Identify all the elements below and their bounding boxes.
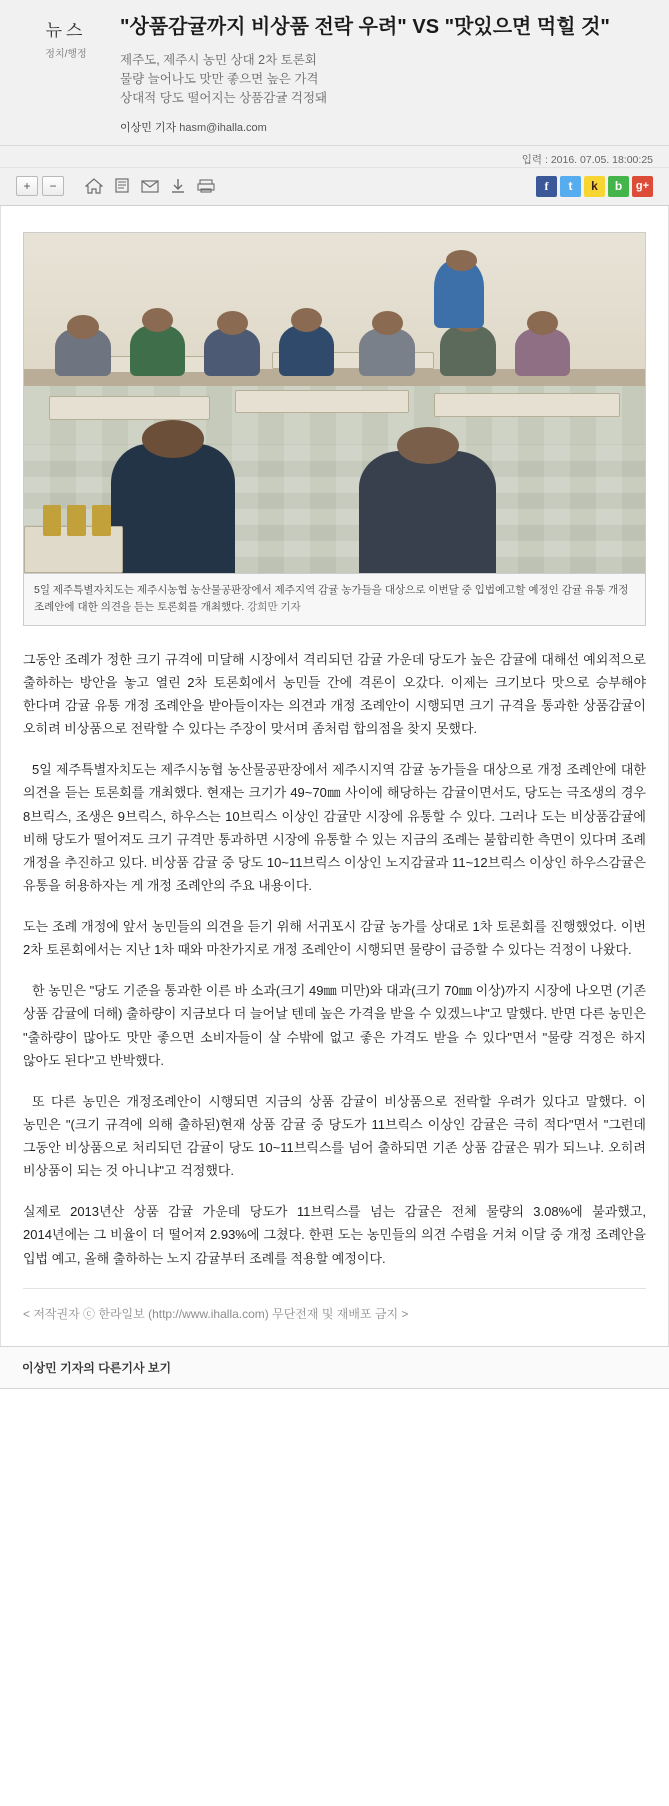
brand-category: 정치/행정 [45,49,87,60]
photo-person-head [67,315,98,339]
subhead-line: 상대적 당도 떨어지는 상품감귤 걱정돼 [120,90,328,105]
photo-foreground-head [142,420,204,457]
photo-desk [49,396,210,420]
font-increase-button[interactable]: + [16,176,38,196]
kakao-share-button[interactable]: k [584,176,605,197]
share-buttons [536,176,653,197]
twitter-share-button[interactable]: t [560,176,581,197]
caption-text: 5일 제주특별자치도는 제주시농협 농산물공판장에서 제주지역 감귤 농가들을 대상으로 이번달 중 입법예고할 예정인 감귤 유통 개정 조례안에 대한 의견을 듣는 토론회를 개최했다. [34,584,629,614]
photo-foreground-person [359,451,496,573]
page-title: "상품감귤까지 비상품 전락 우려" VS "맛있으면 먹힐 것" [120,16,610,38]
caption-credit: 강희만 기자 [247,601,301,614]
brand-title: 뉴스 [45,21,87,40]
print-icon[interactable] [110,175,134,197]
article-figure [23,232,646,626]
article-paragraph: 한 농민은 "당도 기준을 통과한 이른 바 소과(크기 49㎜ 미만)와 대과(크기 70㎜ 이상)까지 시장에 나오면 (기존 상품 감귤에 더해) 출하량이 지금보다 더 늘어날 텐데 높은 가격을 받을 수 있겠느냐"고 말했다. 반면 다른 농민은 "출하량이 많아도 맛만 좋으면 소비자들이 살 수밖에 없고 좋은 가격도 받을 수 있다"면서 "물량 걱정은 하지 않아도 된다"고 반박했다. [23,983,646,1068]
photo-bottle [92,505,111,536]
publish-date: 입력 : 2016. 07.05. 18:00:25 [0,146,669,167]
article-header [0,0,669,146]
photo-person-head [142,308,173,332]
font-decrease-button[interactable]: − [42,176,64,196]
brand-block [16,14,116,60]
fax-icon[interactable] [194,175,218,197]
reporter-name: 이상민 기자 [120,122,177,135]
subhead-list [120,51,653,107]
photo-foreground-person [111,444,235,573]
home-icon[interactable] [82,175,106,197]
article-toolbar [0,167,669,206]
mail-icon[interactable] [138,175,162,197]
photo-person [440,325,496,376]
photo-foreground-head [397,427,459,464]
photo-person-head [372,311,403,335]
toolbar-left-group [16,175,218,197]
photo-person [204,328,260,376]
photo-desk [235,390,409,414]
photo-person [279,325,335,376]
article-paragraph: 그동안 조례가 정한 크기 규격에 미달해 시장에서 격리되던 감귤 가운데 당도가 높은 감귤에 대해선 예외적으로 출하하는 방안을 놓고 열린 2차 토론회에서 농민들 간에 격론이 오갔다. 이제는 크기보다 맛으로 승부해야 한다며 감귤 유통 개정 조례안을 받아들이자는 의견과 개정 조례안이 시행되면 크기 규격을 통과한 상품감귤이 오히려 비상품으로 전락할 수 있다는 주장이 맞서며 좀처럼 합의점을 찾지 못했다. [23,651,646,737]
subhead-line: 물량 늘어나도 맛만 좋으면 높은 가격 [120,71,319,86]
photo-person [515,328,571,376]
photo-bottle [43,505,62,536]
photo-person-head [291,308,322,332]
subhead-line: 제주도, 제주시 농민 상대 2차 토론회 [120,53,317,67]
byline [120,119,653,135]
article-photo [24,233,645,573]
article-paragraph: 도는 조례 개정에 앞서 농민들의 의견을 듣기 위해 서귀포시 감귤 농가를 상대로 1차 토론회를 진행했었다. 이번 2차 토론회에서는 지난 1차 때와 마찬가지로 개정 조례안이 시행되면 물량이 급증할 수 있다는 걱정이 나왔다. [23,919,646,958]
photo-caption [24,573,645,625]
article-paragraph: 또 다른 농민은 개정조례안이 시행되면 지금의 상품 감귤이 비상품으로 전락할 우려가 있다고 말했다. 이 농민은 "(크기 규격에 의해 출하된)현재 상품 감귤 중 당도가 11브릭스 이상인 감귤은 극히 적다"면서 "그런데 그동안 비상품으로 처리되던 감귤이 당도 10~11브릭스를 넘어 출하되면 기존 상품 감귤은 뭐가 되느냐. 오히려 비상품이 되는 것 아니냐"고 걱정했다. [23,1093,646,1179]
article-paragraph: 실제로 2013년산 상품 감귤 가운데 당도가 11브릭스를 넘는 감귤은 전체 물량의 3.08%에 불과했고, 2014년에는 그 비율이 더 떨어져 2.93%에 그쳤다. 한편 도는 농민들의 의견 수렴을 거쳐 이달 중 개정 조례안을 입법 예고, 올해 출하하는 노지 감귤부터 조례를 적용할 예정이다. [23,1204,646,1266]
photo-bottle [67,505,86,536]
download-icon[interactable] [166,175,190,197]
photo-desk [434,393,620,417]
photo-person [359,328,415,376]
photo-person-head [217,311,248,335]
more-articles-link[interactable]: 이상민 기자의 다른기사 보기 [0,1346,669,1389]
copyright-notice: < 저작권자 ⓒ 한라일보 (http://www.ihalla.com) 무단전재 및 재배포 금지 > [23,1288,646,1336]
googleplus-share-button[interactable]: g+ [632,176,653,197]
reporter-email[interactable]: hasm@ihalla.com [179,122,267,135]
article-paragraph: 5일 제주특별자치도는 제주시농협 농산물공판장에서 제주시지역 감귤 농가들을 대상으로 개정 조례안에 대한 의견을 듣는 토론회를 개최했다. 현재는 크기가 49~70㎜ 사이에 해당하는 감귤이면서도, 당도는 극조생의 경우 8브릭스, 조생은 9브릭스, 하우스는 10브릭스 이상인 감귤만 시장에 유통할 수 있다. 그러나 도는 비상품감귤에 비해 당도가 떨어져도 크기 규격만 통과하면 시장에 유통할 수 있는 지금의 조례는 불합리한 측면이 있다며 조례 개정을 추진하고 있다. 비상품 감귤 중 당도 10~11브릭스 이상인 노지감귤과 11~12브릭스 이상인 하우스감귤은 유통을 허용하자는 게 개정 조례안의 주요 내용이다. [23,762,646,893]
photo-person [130,325,186,376]
title-block [116,14,653,135]
photo-speaker-head [446,250,477,270]
article-body [0,206,669,1345]
band-share-button[interactable]: b [608,176,629,197]
facebook-share-button[interactable]: f [536,176,557,197]
